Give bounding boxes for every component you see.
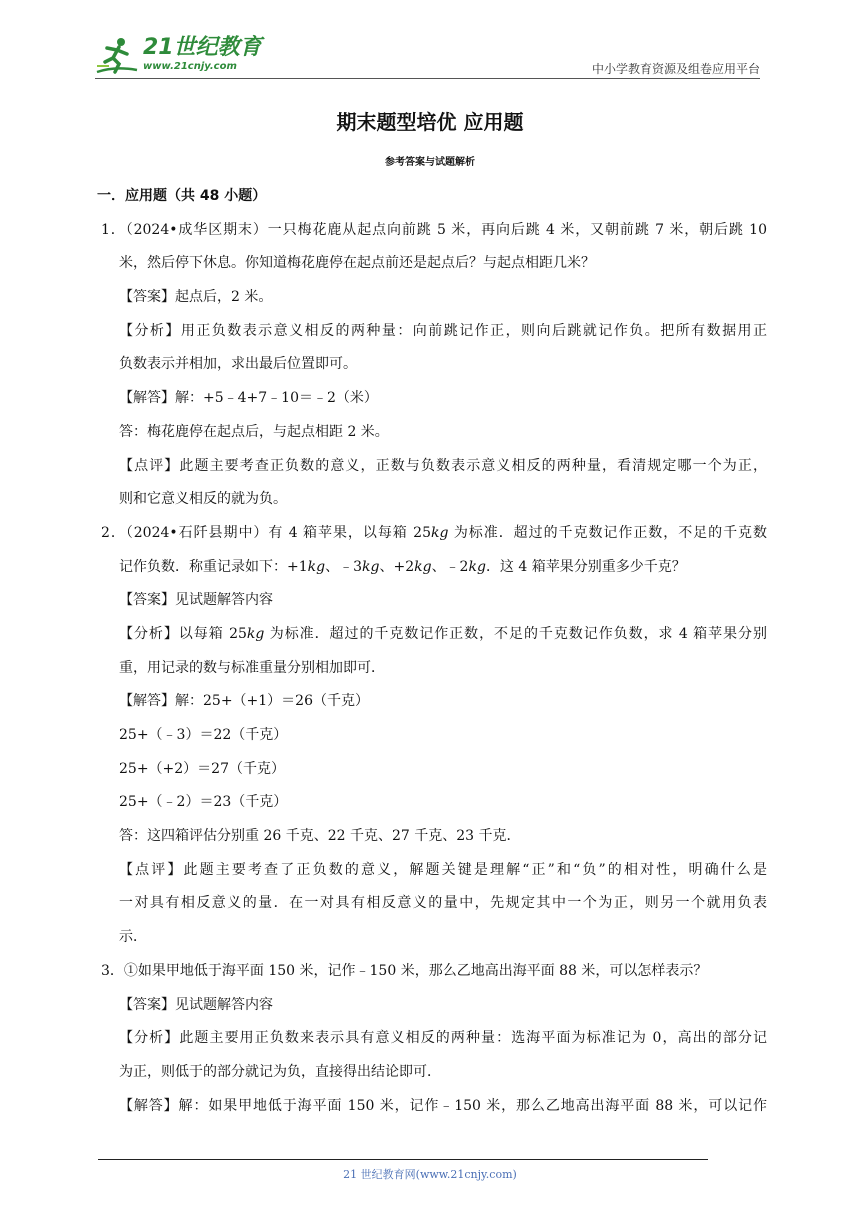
q1-analysis-line-2: 负数表示并相加，求出最后位置即可。 [119,356,357,373]
q2-comment-line-1: 【点评】此题主要考查了正负数的意义，解题关键是理解“正”和“负”的相对性，明确什么是 [119,861,767,878]
q2-analysis-line-2: 重，用记录的数与标准重量分别相加即可． [119,659,385,676]
q3-answer: 【答案】见试题解答内容 [119,996,273,1013]
section-heading: 一．应用题（共 48 小题） [97,188,267,204]
footer-link[interactable]: 21 世纪教育网(www.21cnjy.com) [343,1168,517,1181]
header-divider [95,78,760,79]
q2-solution-line-1: 【解答】解：25+（+1）＝26（千克） [119,693,369,710]
logo [95,36,262,76]
q3-stem-line-1: 3．①如果甲地低于海平面 150 米，记作﹣150 米，那么乙地高出海平面 88 米，可以怎样表示？ [101,962,708,979]
page-title: 期末题型培优 应用题 [336,110,524,134]
page-header [95,36,760,80]
q1-solution: 【解答】解：+5﹣4+7﹣10＝﹣2（米） [119,390,378,407]
platform-name: 中小学教育资源及组卷应用平台 [591,62,760,76]
q2-comment-line-2: 一对具有相反意义的量．在一对具有相反意义的量中，先规定其中一个为正，则另一个就用负表 [119,895,767,912]
q3-solution-line-1: 【解答】解：如果甲地低于海平面 150 米，记作﹣150 米，那么乙地高出海平面 88 米，可以记作 [119,1097,767,1114]
q2-stem-line-1: 2．（2024•石阡县期中）有 4 箱苹果，以每箱 25kg 为标准．超过的千克数记作正数，不足的千克数 [101,524,767,541]
q2-analysis-line-1: 【分析】以每箱 25kg 为标准．超过的千克数记作正数，不足的千克数记作负数，求 4 箱苹果分别 [119,625,767,642]
q1-comment-line-1: 【点评】此题主要考查正负数的意义，正数与负数表示意义相反的两种量，看清规定哪一个为正， [119,457,767,474]
q2-comment-line-3: 示． [119,929,147,946]
q1-stem-line-2: 米，然后停下休息。你知道梅花鹿停在起点前还是起点后？与起点相距几米？ [119,255,595,272]
footer-divider [98,1159,708,1160]
runner-logo-icon [95,36,141,76]
q1-analysis-line-1: 【分析】用正负数表示意义相反的两种量：向前跳记作正，则向后跳就记作负。把所有数据用正 [119,322,767,339]
q2-answer: 【答案】见试题解答内容 [119,592,273,609]
logo-url: www.21cnjy.com [143,61,237,72]
q2-reply: 答：这四箱评估分别重 26 千克、22 千克、27 千克、23 千克． [119,828,521,845]
q2-solution-line-2: 25+（﹣3）＝22（千克） [119,727,288,743]
q2-stem-line-2: 记作负数．称重记录如下：+1kg、﹣3kg、+2kg、﹣2kg．这 4 箱苹果分别重多少千克？ [119,558,686,575]
q2-solution-line-4: 25+（﹣2）＝23（千克） [119,794,288,811]
q3-analysis-line-1: 【分析】此题主要用正负数来表示具有意义相反的两种量：选海平面为标准记为 0，高出的部分记 [119,1030,767,1047]
q3-analysis-line-2: 为正，则低于的部分就记为负，直接得出结论即可． [119,1063,441,1080]
q1-comment-line-2: 则和它意义相反的就为负。 [119,491,287,508]
q2-solution-line-3: 25+（+2）＝27（千克） [119,760,285,777]
q1-stem-line-1: 1．（2024•成华区期末）一只梅花鹿从起点向前跳 5 米，再向后跳 4 米，又朝前跳 7 米，朝后跳 10 [101,221,767,238]
logo-title: 21世纪教育 [143,35,262,60]
q1-answer: 【答案】起点后，2 米。 [119,289,273,306]
q1-reply: 答：梅花鹿停在起点后，与起点相距 2 米。 [119,423,389,440]
document-body [97,180,767,1123]
page-subtitle: 参考答案与试题解析 [385,157,475,168]
